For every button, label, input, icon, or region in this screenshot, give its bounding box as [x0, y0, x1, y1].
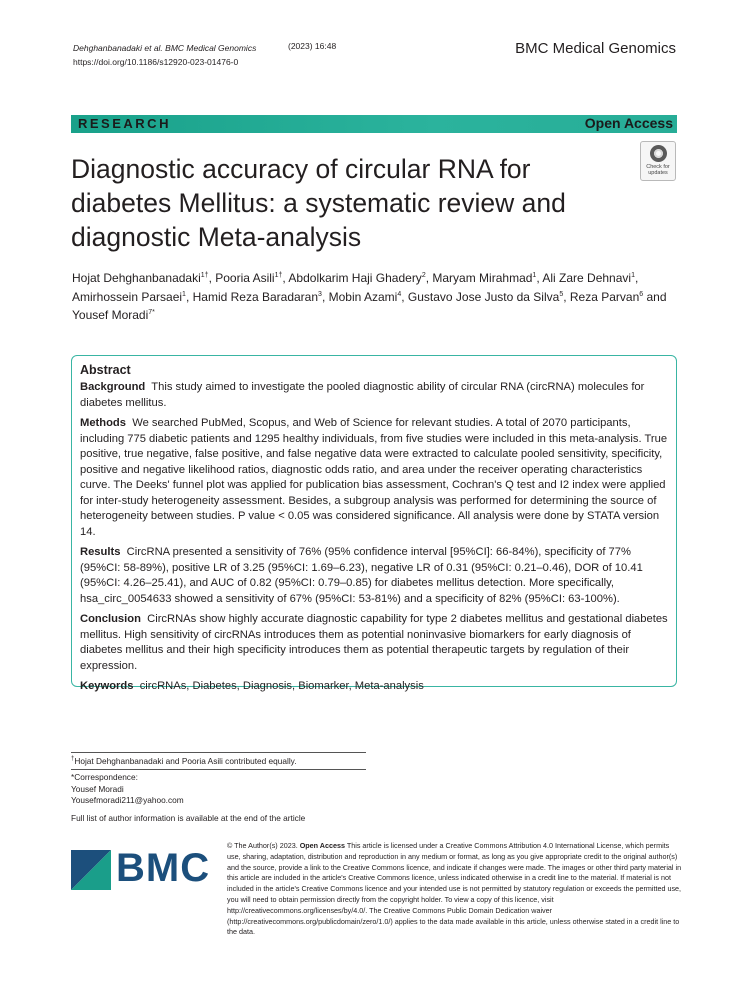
year-volume: (2023) 16:48 — [288, 41, 337, 51]
author[interactable]: Ali Zare Dehnavi$^1$ — [542, 271, 635, 285]
abstract-background: Background This study aimed to investigate the pooled diagnostic ability of circular RNA (circRNA) molecules for diabetes mellitus. — [80, 381, 645, 409]
article-title: Diagnostic accuracy of circular RNA for diabetes Mellitus: a systematic review and diagnostic Meta-analysis — [71, 154, 566, 252]
author[interactable]: Maryam Mirahmad$^1$ — [432, 271, 537, 285]
open-access-label: Open Access — [584, 115, 673, 131]
citation: Dehghanbanadaki et al. BMC Medical Genomics — [73, 43, 257, 53]
journal-name: BMC Medical Genomics — [515, 40, 676, 57]
abstract-results: Results CircRNA presented a sensitivity of 76% (95% confidence interval [95%CI]: 66-84%), specificity of 77% (95%CI: 58-89%), positive LR of 3.25 (95%CI: 1.69–6.23), negative LR of 0.31 (95%CI: 0.21–0.46), DOR of 10.41 (95%CI: 4.26–25.41), and AUC of 0.82 (95%CI: 0.79–0.85) for diabetes mellitus detection. More specifically, hsa_circ_0054633 showed a sensitivity of 67% (95%CI: 53-81%) and a specificity of 82% (95%CI: 63-100%). — [80, 546, 643, 605]
update-icon — [650, 145, 667, 162]
doi-link[interactable]: https://doi.org/10.1186/s12920-023-01476-0 — [73, 57, 239, 67]
correspondence-email[interactable]: Yousefmoradi211@yahoo.com — [71, 795, 184, 805]
abstract-heading: Abstract — [80, 363, 131, 377]
author-info-note: Full list of author information is available at the end of the article — [71, 813, 306, 823]
author[interactable]: Hamid Reza Baradaran$^3$ — [192, 289, 322, 304]
correspondence: *Correspondence: Yousef Moradi Yousefmoradi211@yahoo.com — [71, 772, 184, 805]
abstract-keywords: Keywords circRNAs, Diabetes, Diagnosis, Biomarker, Meta-analysis — [80, 680, 424, 692]
author-list: Hojat Dehghanbanadaki$^{1\dagger}$, Pooria Asili$^{1\dagger}$, Abdolkarim Haji Ghadery$^2$, Maryam Mirahmad$^1$, Ali Zare Dehnavi$^1$, Amirhossein Parsaei$^1$, Hamid Reza Baradaran$^3$, Mobin Azami$^4$, Gustavo Jose Justo da Silva$^5$, Reza Parvan$^6$ and Yousef Moradi$^{7*}$ — [72, 271, 667, 322]
author[interactable]: Mobin Azami$^4$ — [328, 289, 402, 304]
author[interactable]: Hojat Dehghanbanadaki$^{1\dagger}$ — [72, 271, 209, 285]
badge-line2: updates — [648, 170, 668, 176]
abstract-methods: Methods We searched PubMed, Scopus, and Web of Science for relevant studies. A total of 2070 participants, including 775 diabetic patients and 1295 healthy individuals, from five studies were included in this meta-analysis. True positive, true negative, false positive, and false negative data were extracted to calculate pooled sensitivity, specificity, positive and negative likelihood ratios, diagnostic odds ratio, and area under the receiver operating characteristics curve. The Deeks' funnel plot was applied for publication bias assessment, Cochran's Q test and I2 index were applied for inter-study heterogeneity assessment. Besides, a subgroup analysis was performed for determining the source of heterogeneity between studies. P value < 0.05 was considered significance. All analysis were done by STATA version 14. — [80, 417, 668, 538]
section-band — [71, 115, 677, 133]
author[interactable]: Pooria Asili$^{1\dagger}$ — [215, 271, 283, 285]
running-header — [73, 41, 256, 69]
bmc-logo[interactable] — [71, 846, 211, 894]
author[interactable]: Amirhossein Parsaei$^1$ — [72, 289, 186, 304]
equal-contribution-note: †Hojat Dehghanbanadaki and Pooria Asili contributed equally. — [71, 755, 297, 766]
correspondence-name: Yousef Moradi — [71, 783, 124, 794]
check-for-updates-badge[interactable] — [640, 141, 676, 181]
abstract-conclusion: Conclusion CircRNAs show highly accurate diagnostic capability for type 2 diabetes mellitus and gestational diabetes mellitus. High sensitivity of circRNAs introduces them as potential noninvasive biomarkers for early diagnosis of diabetes mellitus and their high specificity introduces them as potential therapeutic targets by regulation of their expression. — [80, 613, 668, 672]
footnote-rule — [71, 752, 366, 753]
license-text: © The Author(s) 2023. Open Access This article is licensed under a Creative Commons Attribution 4.0 International License, which permits use, sharing, adaptation, distribution and reproduction in any medium or format, as long as you give appropriate credit to the original author(s) and the source, provide a link to the Creative Commons licence, and indicate if changes were made. The images or other third party material in this article are included in the article's Creative Commons licence, unless indicated otherwise in a credit line to the material. If material is not included in the article's Creative Commons licence and your intended use is not permitted by statutory regulation or exceeds the permitted use, you will need to obtain permission directly from the copyright holder. To view a copy of this licence, visit http://creativecommons.org/licenses/by/4.0/. The Creative Commons Public Domain Dedication waiver (http://creativecommons.org/publicdomain/zero/1.0/) applies to the data made available in this article, unless otherwise stated in a credit line to the data. — [227, 841, 682, 937]
bmc-mark-icon — [71, 850, 111, 890]
abstract-box — [71, 355, 677, 692]
badge-line1: Check for — [646, 164, 670, 170]
footnote-rule-2 — [71, 769, 366, 770]
author[interactable]: Gustavo Jose Justo da Silva$^5$ — [407, 289, 564, 304]
author[interactable]: Reza Parvan$^6$ — [569, 289, 644, 304]
author[interactable]: Yousef Moradi$^{7*}$ — [72, 308, 155, 322]
author[interactable]: Abdolkarim Haji Ghadery$^2$ — [288, 271, 426, 285]
bmc-wordmark: BMC — [116, 846, 211, 890]
section-label: RESEARCH — [78, 116, 171, 131]
